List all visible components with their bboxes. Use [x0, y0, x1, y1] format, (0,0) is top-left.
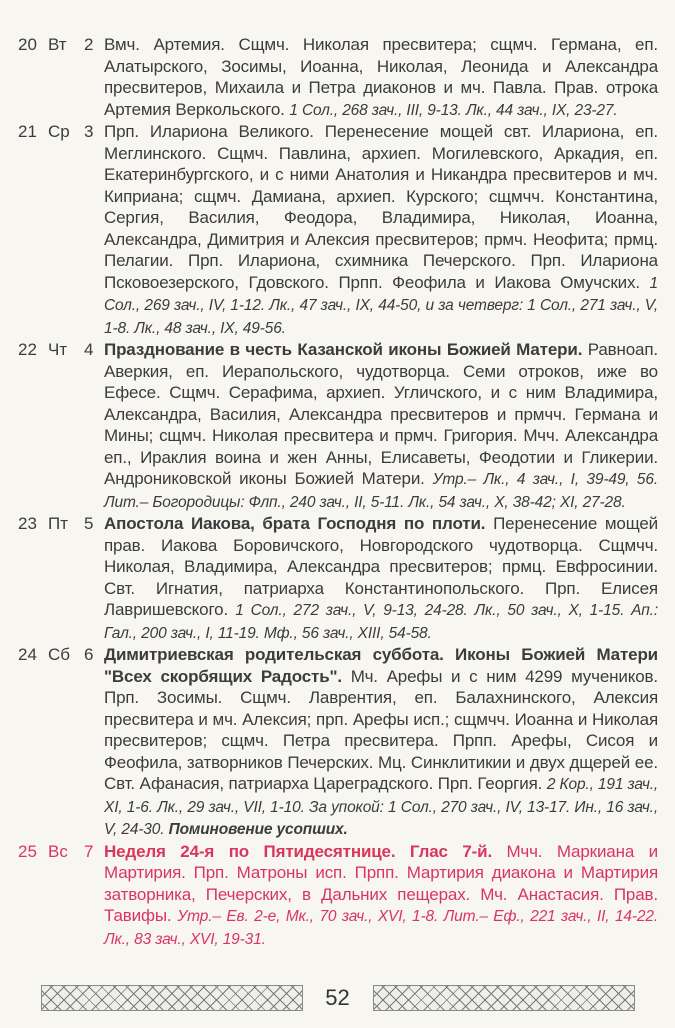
day-number: 25	[18, 841, 37, 861]
reading-text: 2 Кор., 191 зач., XI, 1-6. Лк., 29 зач., VII, 1-10. За упокой: 1 Сол., 270 зач., IV, 13-17. Ин., 16 зач., V, 24-30.	[104, 776, 659, 838]
old-style-day: 6	[84, 645, 94, 664]
day-number: 21	[18, 122, 37, 141]
saints-list: Мчч. Маркиана и Мартирия. Прп. Матроны исп. Прпп. Мартирия диакона и Мартирия затворника, Печерских, в Дальних пещерах. Мч. Анастасия. Прав. Тавифы.	[104, 841, 658, 925]
old-style-day: 4	[84, 340, 94, 359]
saints-list: Прп. Илариона Великого. Перенесение мощей свт. Илариона, еп. Меглинского. Сщмч. Павлина, архиеп. Могилевского, Аркадия, еп. Екатеринбургского, и с ними Анатолия и Никандра пресвитеров и мч. Киприана; сщмч. Дамиана, архиеп. Курского; сщмчч. Константина, Сергия, Василия, Феодора, Владимира, Николая, Иоанна, Александра, Димитрия и Алексия пресвитеров; прмч. Неофита; прмц. Пелагии. Прп. Илариона, схимника Печерского. Прп. Илариона Псковоезерского, Гдовского. Прпп. Феофила и Иакова Омучских.	[104, 122, 658, 292]
day-number: 20	[18, 35, 37, 54]
scripture-readings	[104, 908, 658, 948]
entry-date	[18, 121, 104, 143]
reading-text: 1 Сол., 272 зач., V, 9-13, 24-28. Лк., 50 зач., X, 1-15. Ап.: Гал., 200 зач., I, 11-19. Мф., 56 зач., XIII, 54-58.	[104, 602, 658, 642]
day-number: 23	[18, 514, 37, 533]
ornament-left	[41, 985, 303, 1011]
entry-date	[18, 339, 104, 361]
saints-list: Мч. Арефы и с ним 4299 мучеников. Прп. Зосимы. Сщмч. Лаврентия, еп. Балахнинского, Алексия пресвитера и мч. Алексия; прп. Арефы исп.; сщмчч. Иоанна и Николая пресвитеров; сщмч. Петра пресвитера. Прпп. Арефы, Сисоя и Феофила, затворников Печерских. Мц. Синклитикии и двух дщерей ее. Свт. Афанасия, патриарха Цареградского. Прп. Георгия.	[104, 666, 658, 793]
old-style-day: 5	[84, 514, 94, 533]
entry-text	[104, 644, 658, 841]
saints-list: Равноап. Аверкия, еп. Иерапольского, чудотворца. Семи отроков, иже во Ефесе. Сщмч. Серафима, архиеп. Угличского, и с ним Владимира, Александра, Василия, Александра пресвитеров и прмчч. Германа и Мины; сщмч. Николая пресвитера и прмч. Григория. Мчч. Александра еп., Ираклия воина и жен Анны, Елисаветы, Феодотии и Гликерии. Андрониковской иконы Божией Матери.	[104, 340, 658, 488]
day-number: 24	[18, 645, 37, 664]
ornament-right	[373, 985, 635, 1011]
reading-text: Утр.– Лк., 4 зач., I, 39-49, 56. Лит.– Богородицы: Флп., 240 зач., II, 5-11. Лк., 54 зач., X, 38-42; XI, 27-28.	[104, 471, 658, 511]
entry-text	[104, 121, 658, 339]
saints-list: Вмч. Артемия. Сщмч. Николая пресвитера; сщмч. Германа, еп. Алатырского, Зосимы, Иоанна, Николая, Леонида и Александра пресвитеров, Михаила и Петра диаконов и мч. Павла. Прав. отрока Артемия Веркольского.	[104, 35, 658, 119]
old-style-day: 2	[84, 35, 94, 54]
entry-date	[18, 841, 104, 863]
entry-text	[104, 339, 658, 513]
calendar-entry	[18, 513, 658, 644]
calendar-entry-sunday	[18, 841, 658, 951]
entry-text	[104, 34, 658, 121]
old-style-day: 3	[84, 122, 94, 141]
feast-title: Апостола Иакова, брата Господня по плоти.	[104, 514, 486, 533]
page-number: 52	[325, 985, 350, 1010]
calendar-entry	[18, 644, 658, 841]
old-style-day: 7	[84, 841, 94, 861]
saints-list: Перенесение мощей прав. Иакова Боровичского, Новгородского чудотворца. Сщмчч. Николая, Владимира, Александра пресвитеров; прмц. Евфросинии. Свт. Игнатия, патриарха Константинопольского. Прп. Елисея Лавришевского.	[104, 514, 659, 619]
entry-date	[18, 513, 104, 535]
weekday: Чт	[48, 340, 68, 359]
commemoration-note: Поминовение усопших.	[168, 821, 348, 838]
calendar-entry	[18, 339, 658, 513]
weekday: Сб	[48, 645, 71, 664]
weekday: Вс	[48, 841, 68, 861]
day-number: 22	[18, 340, 37, 359]
weekday: Пт	[48, 514, 69, 533]
calendar-entry	[18, 34, 658, 121]
entry-text	[104, 513, 658, 644]
weekday: Ср	[48, 122, 70, 141]
page-footer	[0, 980, 675, 1016]
feast-title: Празднование в честь Казанской иконы Божией Матери.	[104, 340, 583, 359]
reading-text: 1 Сол., 269 зач., IV, 1-12. Лк., 47 зач., IX, 44-50, и за четверг: 1 Сол., 271 зач., V, 1-8. Лк., 48 зач., IX, 49-56.	[104, 274, 658, 337]
reading-text: 1 Сол., 268 зач., III, 9-13. Лк., 44 зач., IX, 23-27.	[289, 101, 618, 119]
calendar-entry	[18, 121, 658, 339]
entry-date	[18, 34, 104, 56]
calendar-page	[18, 34, 658, 950]
entry-date	[18, 644, 104, 666]
reading-text: Утр.– Ев. 2-е, Мк., 70 зач., XVI, 1-8. Лит.– Еф., 221 зач., II, 14-22. Лк., 83 зач., XVI, 19-31.	[104, 908, 659, 948]
feast-title: Неделя 24-я по Пятидесятнице. Глас 7-й.	[104, 841, 493, 861]
feast-title: Димитриевская родительская суббота. Иконы Божией Матери "Всех скорбящих Радость".	[104, 645, 658, 686]
weekday: Вт	[48, 35, 67, 54]
entry-text	[104, 841, 658, 951]
scripture-readings	[289, 102, 617, 119]
